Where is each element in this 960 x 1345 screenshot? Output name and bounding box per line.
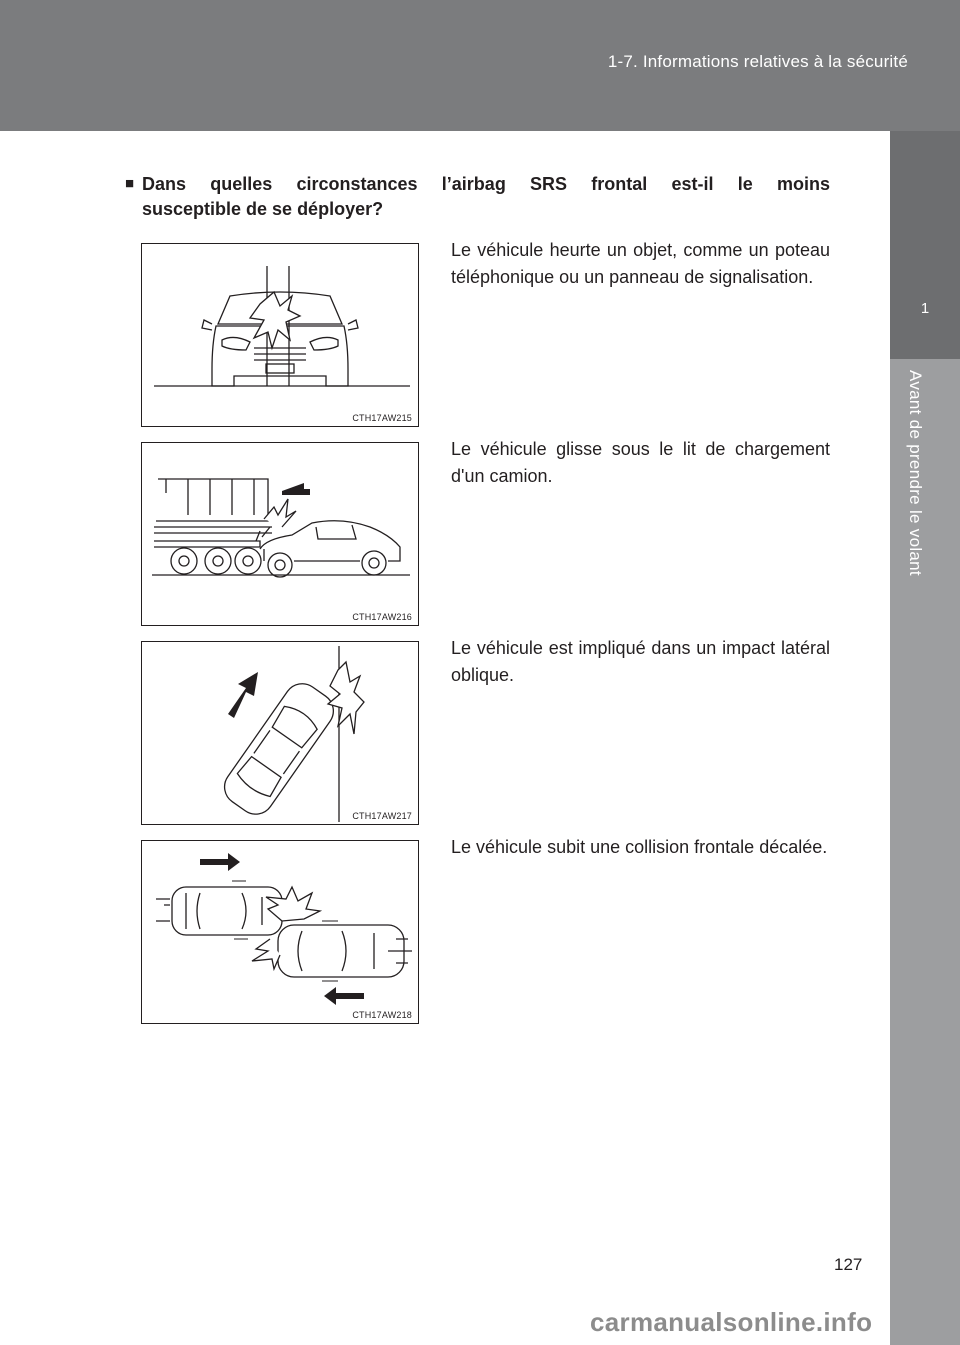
figure-oblique-impact xyxy=(141,641,419,825)
item-description: Le véhicule est impliqué dans un impact latéral oblique. xyxy=(451,638,830,685)
figure-offset-collision xyxy=(141,840,419,1024)
chapter-title-tab xyxy=(890,359,960,1345)
item-description: Le véhicule glisse sous le lit de chargement d'un camion. xyxy=(451,439,830,486)
section-title: 1-7. Informations relatives à la sécurité xyxy=(607,52,908,71)
watermark: carmanualsonline.info xyxy=(590,1307,873,1337)
item-description: Le véhicule heurte un objet, comme un poteau téléphonique ou un panneau de signalisation. xyxy=(451,240,830,287)
chapter-tab xyxy=(890,131,960,359)
figure-code: CTH17AW215 xyxy=(352,413,412,423)
page-header xyxy=(0,0,960,131)
heading-line-2: susceptible de se déployer? xyxy=(142,199,384,219)
oblique-impact-illustration xyxy=(142,642,420,826)
figure-code: CTH17AW217 xyxy=(352,811,412,821)
pole-impact-illustration xyxy=(142,244,420,428)
bullet-square-icon: ■ xyxy=(125,175,135,192)
figure-truck-underride xyxy=(141,442,419,626)
truck-underride-illustration xyxy=(142,443,420,627)
chapter-number: 1 xyxy=(920,300,930,317)
figure-pole-impact xyxy=(141,243,419,427)
offset-collision-illustration xyxy=(142,841,420,1025)
item-description: Le véhicule subit une collision frontale décalée. xyxy=(451,837,828,857)
figure-code: CTH17AW218 xyxy=(352,1010,412,1020)
heading-line-1: Dans quelles circonstances l’airbag SRS frontal est-il le moins xyxy=(142,174,830,194)
figure-code: CTH17AW216 xyxy=(352,612,412,622)
chapter-title: Avant de prendre le volant xyxy=(906,370,925,576)
page-number: 127 xyxy=(834,1255,863,1274)
